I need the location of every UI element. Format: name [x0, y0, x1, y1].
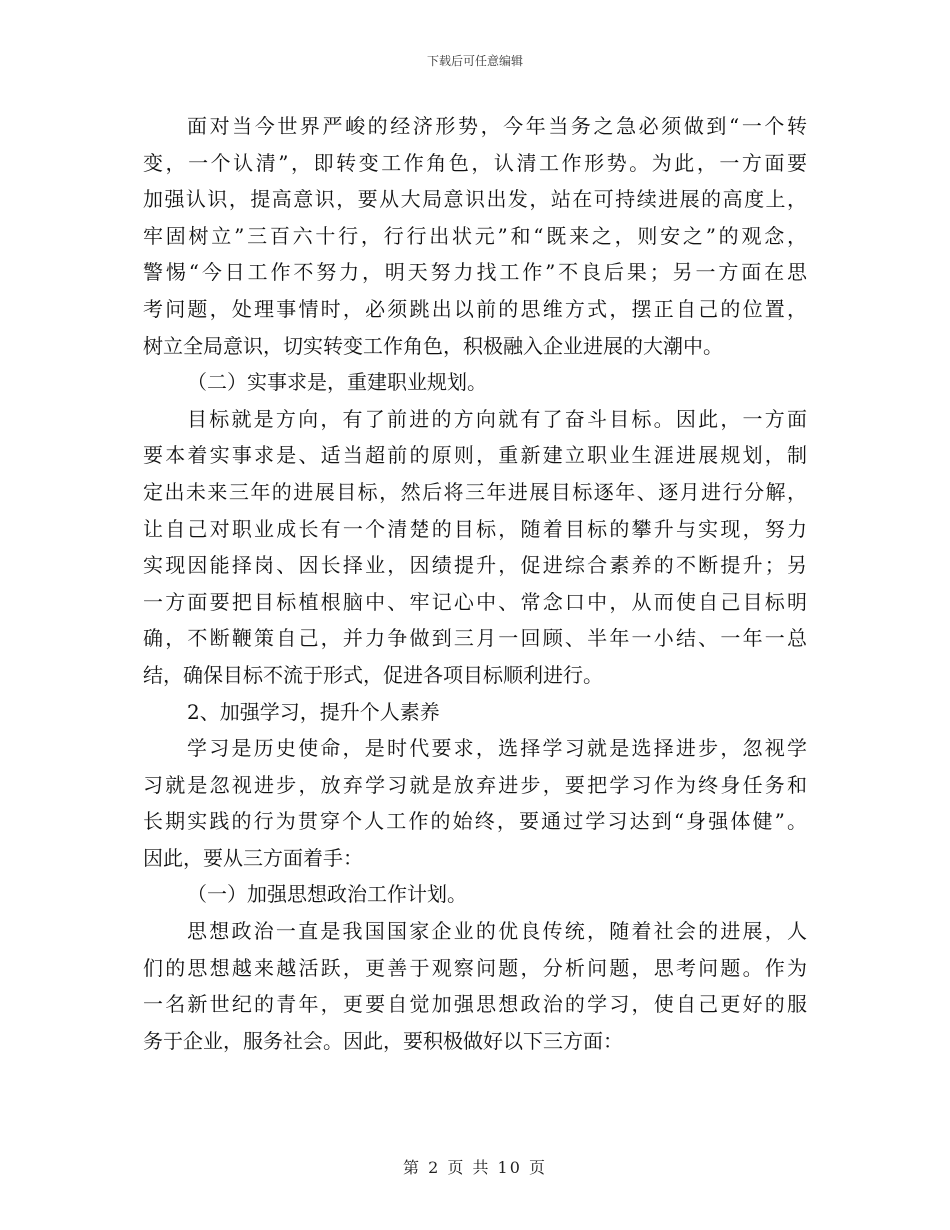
text-line: 一方面要把目标植根脑中、牢记心中、常念口中，从而使自己目标明: [143, 589, 807, 614]
text-line: 结，确保目标不流于形式，促进各项目标顺利进行。: [143, 662, 603, 687]
text-line: 实现因能择岗、因长择业，因绩提升，促进综合素养的不断提升；另: [143, 553, 807, 578]
text-line: 要本着实事求是、适当超前的原则，重新建立职业生涯进展规划，制: [143, 443, 807, 468]
page-footer: 第 2 页 共 10 页: [403, 1158, 547, 1177]
text-line: 面对当今世界严峻的经济形势，今年当务之急必须做到“一个转: [187, 114, 807, 138]
text-line: 牢固树立”三百六十行，行行出状元”和“既来之，则安之”的观念，: [143, 223, 807, 248]
text-line: 定出未来三年的进展目标，然后将三年进展目标逐年、逐月进行分解，: [143, 479, 807, 504]
text-line: 目标就是方向，有了前进的方向就有了奋斗目标。因此，一方面: [187, 406, 807, 431]
document-body: [143, 108, 807, 1059]
text-line: 长期实践的行为贯穿个人工作的始终，要通过学习达到“身强体健”。: [143, 809, 807, 834]
text-line: 警惕“今日工作不努力，明天努力找工作”不良后果；另一方面在思: [143, 260, 807, 285]
text-line: 让自己对职业成长有一个清楚的目标，随着目标的攀升与实现，努力: [143, 516, 807, 541]
page-header: 下载后可任意编辑: [426, 54, 523, 68]
text-line: 一名新世纪的青年，更要自觉加强思想政治的学习，使自己更好的服: [143, 992, 807, 1017]
text-line: 变，一个认清”，即转变工作角色，认清工作形势。为此，一方面要: [143, 150, 807, 175]
text-line: 务于企业，服务社会。因此，要积极做好以下三方面：: [143, 1028, 623, 1053]
text-line: 2、加强学习，提升个人素养: [187, 699, 440, 724]
text-line: 考问题，处理事情时，必须跳出以前的思维方式，摆正自己的位置，: [143, 296, 807, 321]
text-line: 习就是忽视进步，放弃学习就是放弃进步，要把学习作为终身任务和: [143, 772, 807, 797]
text-line: 思想政治一直是我国国家企业的优良传统，随着社会的进展，人: [187, 919, 807, 944]
text-line: 加强认识，提高意识，要从大局意识出发，站在可持续进展的高度上，: [143, 187, 807, 212]
text-line: 学习是历史使命，是时代要求，选择学习就是选择进步，忽视学: [187, 736, 807, 761]
text-line: 因此，要从三方面着手：: [143, 845, 363, 870]
text-line: 确，不断鞭策自己，并力争做到三月一回顾、半年一小结、一年一总: [143, 626, 807, 651]
text-line: （二）实事求是，重建职业规划。: [187, 370, 487, 395]
text-line: 树立全局意识，切实转变工作角色，积极融入企业进展的大潮中。: [143, 333, 723, 358]
text-line: 们的思想越来越活跃，更善于观察问题，分析问题，思考问题。作为: [143, 955, 807, 980]
text-line: （一）加强思想政治工作计划。: [187, 882, 467, 907]
